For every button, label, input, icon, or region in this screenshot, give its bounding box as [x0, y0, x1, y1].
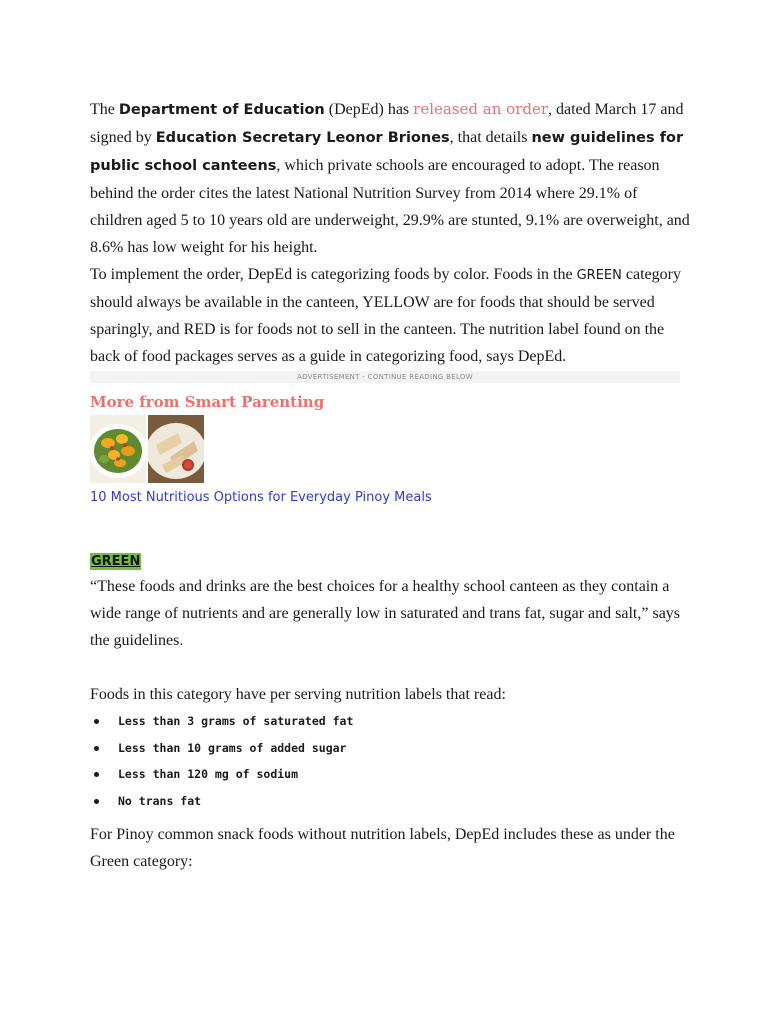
nutrition-criteria-list [90, 708, 690, 814]
green-heading [90, 552, 690, 570]
intro-bold-secretary: Education Secretary Leonor Briones [155, 130, 450, 146]
list-item: Less than 10 grams of added sugar [118, 735, 690, 762]
snack-paragraph: For Pinoy common snack foods without nutrition labels, DepEd includes these as under the Green category: [90, 826, 675, 870]
list-item: Less than 3 grams of saturated fat [118, 708, 690, 735]
intro-text-5: , which private schools are encouraged to adopt. The reason behind the order cites the latest National Nutrition Survey from 2014 where 29.1% of children aged 5 to 10 years old are underweight, 29.9% are stunted, 9.1% are overweight, and 8.6% has low weight for his height. [90, 157, 690, 256]
intro-text-2: (DepEd) has [324, 101, 414, 118]
advertisement-label: ADVERTISEMENT - CONTINUE READING BELOW [90, 371, 680, 383]
foods-intro: Foods in this category have per serving nutrition labels that read: [90, 686, 506, 703]
intro-text-3: , dated March 17 and signed by [90, 101, 684, 146]
nutritious-options-link[interactable]: 10 Most Nutritious Options for Everyday Pinoy Meals [90, 490, 432, 505]
list-item: Less than 120 mg of sodium [118, 761, 690, 788]
spring-rolls-thumbnail[interactable] [148, 415, 204, 483]
released-order-link[interactable]: released an order [413, 100, 548, 118]
implement-text-2: category should always be available in the canteen, YELLOW are for foods that should be served sparingly, and RED is for foods not to sell in the canteen. The nutrition label found on the back of food packages serves as a guide in categorizing food, says DepEd. [90, 266, 681, 365]
intro-bold-deped: Department of Education [118, 102, 325, 118]
implement-text-1: To implement the order, DepEd is categorizing foods by color. Foods in the [90, 266, 577, 283]
related-thumbnails[interactable] [90, 415, 690, 483]
implement-green-word: GREEN [576, 268, 622, 283]
intro-text-4: , that details [449, 129, 532, 146]
article-body [90, 96, 690, 875]
green-heading-label: GREEN [91, 554, 141, 569]
green-quote-end: . [179, 633, 184, 648]
green-quote-text: “These foods and drinks are the best choices for a healthy school canteen as they contain a wide range of nutrients and are generally low in saturated and trans fat, sugar and salt,” says the guidelines [90, 578, 681, 649]
green-quote [90, 573, 690, 654]
implement-paragraph [90, 261, 690, 370]
list-item: No trans fat [118, 788, 690, 815]
more-from-title: More from Smart Parenting [90, 393, 325, 411]
intro-bold-guidelines: new guidelines for public school canteens [90, 130, 684, 174]
intro-text-1: The [90, 101, 119, 118]
intro-paragraph [90, 96, 690, 261]
mango-salad-thumbnail[interactable] [90, 415, 146, 483]
